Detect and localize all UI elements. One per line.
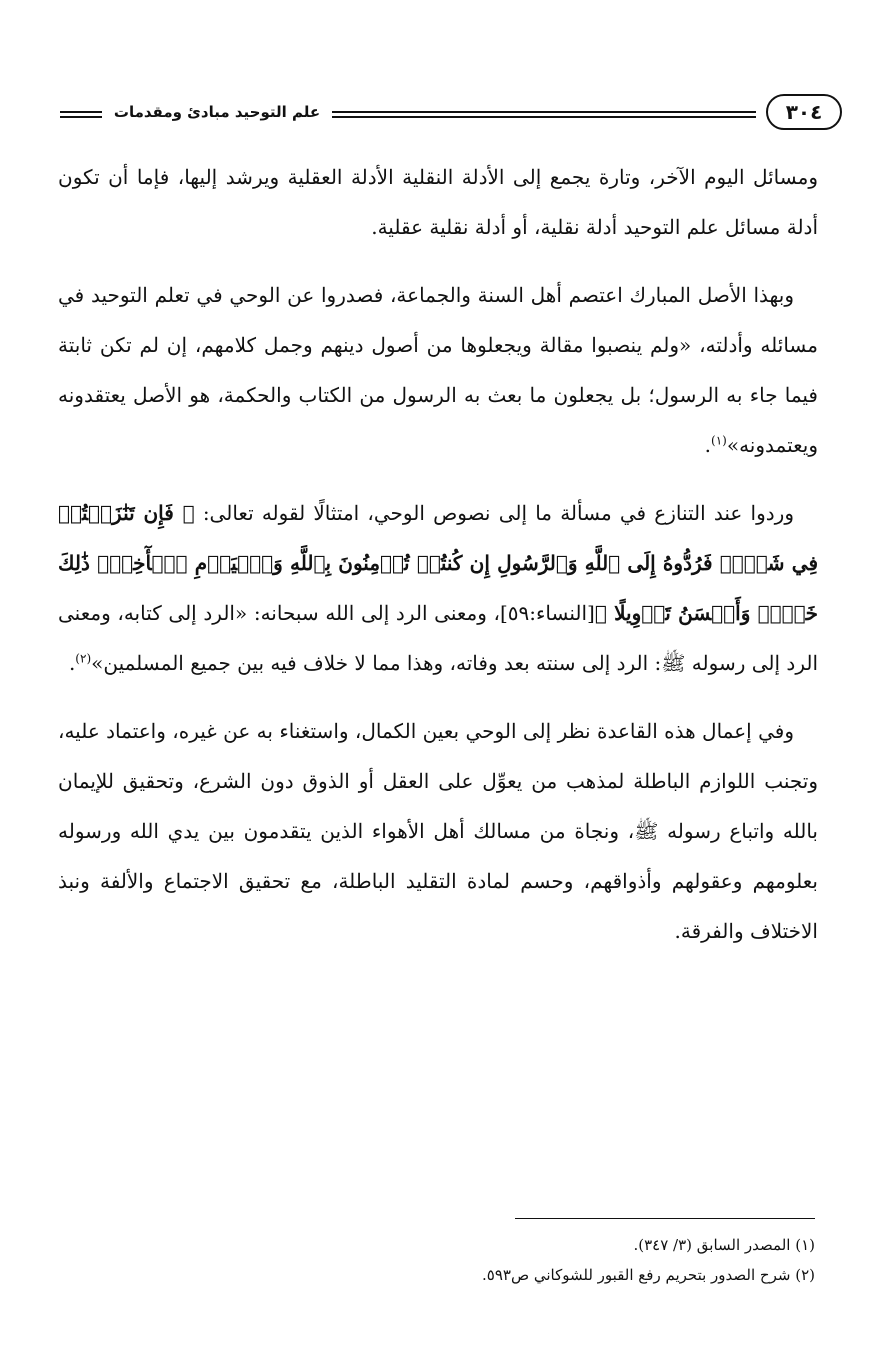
footnote-ref-2[interactable]: (٢) [75,651,92,666]
footnotes [55,1230,815,1290]
paragraph-4-text: وفي إعمال هذه القاعدة نظر إلى الوحي بعين الكمال، واستغناء به عن غيره، واعتماد عليه، وتجنب اللوازم الباطلة لمذهب من يعوِّل على العقل أو الذوق دون الشرع، وتحقيق للإيمان بالله واتباع رسوله ﷺ، ونجاة من مسالك أهل الأهواء الذين يتقدمون بين يدي الله ورسوله بعلومهم وعقولهم وأذواقهم، وحسم لمادة التقليد الباطلة، مع تحقيق الاجتماع والألفة ونبذ الاختلاف والفرقة. [58,719,818,943]
body-text [58,152,818,974]
paragraph-3-intro: وردوا عند التنازع في مسألة ما إلى نصوص الوحي، امتثالًا لقوله تعالى: [194,501,794,525]
running-header [60,94,842,136]
header-rule-main [332,111,756,113]
paragraph-3-rest: [النساء:٥٩]، ومعنى الرد إلى الله سبحانه: «الرد إلى كتابه، ومعنى الرد إلى رسوله ﷺ: الرد إلى سنته بعد وفاته، وهذا مما لا خلاف فيه بين جميع المسلمين» [58,601,818,675]
paragraph-4 [58,706,818,956]
page-number-badge: ٣٠٤ [766,94,842,130]
header-rule-left [60,111,102,113]
paragraph-2: وبهذا الأصل المبارك اعتصم أهل السنة والجماعة، فصدروا عن الوحي في تعلم التوحيد في مسائله وأدلته، «ولم ينصبوا مقالة ويجعلوها من أصول دينهم وجمل كلامهم، إن لم تكن ثابتة فيما جاء به الرسول؛ بل يجعلون ما بعث به الرسول من الكتاب والحكمة، هو الأصل يعتقدونه ويعتمدونه»$^{(١)}$. [58,283,818,457]
paragraph-1 [58,152,818,252]
footnote-2: (٢) شرح الصدور بتحريم رفع القبور للشوكاني ص٥٩٣. [482,1266,815,1284]
paragraph-1-text: ومسائل اليوم الآخر، وتارة يجمع إلى الأدلة النقلية الأدلة العقلية ويرشد إليها، فإما أن تكون أدلة مسائل علم التوحيد أدلة نقلية، أو أدلة نقلية عقلية. [58,165,818,239]
paragraph-3: وردوا عند التنازع في مسألة ما إلى نصوص الوحي، امتثالًا لقوله تعالى: ﴿ فَإِن تَنَٰزَعۡتُمۡ فِي شَيۡءٖ فَرُدُّوهُ إِلَى ٱللَّهِ وَٱلرَّسُولِ إِن كُنتُمۡ تُؤۡمِنُونَ بِٱللَّهِ وَٱلۡيَوۡمِ ٱلۡأٓخِرِۚ ذَٰلِكَ خَيۡرٞ وَأَحۡسَنُ تَأۡوِيلًا ﴾[النساء:٥٩]، ومعنى الرد إلى الله سبحانه: «الرد إلى كتابه، ومعنى الرد إلى رسوله ﷺ: الرد إلى سنته بعد وفاته، وهذا مما لا خلاف فيه بين جميع المسلمين»$^{(٢)}$. [58,501,818,675]
footnote-ref-1[interactable]: (١) [711,433,727,448]
quran-verse: ﴿ فَإِن تَنَٰزَعۡتُمۡ فِي شَيۡءٖ فَرُدُّوهُ إِلَى ٱللَّهِ وَٱلرَّسُولِ إِن كُنتُمۡ تُؤۡمِنُونَ بِٱللَّهِ وَٱلۡيَوۡمِ ٱلۡأٓخِرِۚ ذَٰلِكَ خَيۡرٞ وَأَحۡسَنُ تَأۡوِيلًا ﴾ [58,501,818,625]
footnote-separator [515,1218,815,1219]
paragraph-2-text: وبهذا الأصل المبارك اعتصم أهل السنة والجماعة، فصدروا عن الوحي في تعلم التوحيد في مسائله وأدلته، «ولم ينصبوا مقالة ويجعلوها من أصول دينهم وجمل كلامهم، إن لم تكن ثابتة فيما جاء به الرسول؛ بل يجعلون ما بعث به الرسول من الكتاب والحكمة، هو الأصل يعتقدونه ويعتمدونه» [58,283,818,457]
running-title: علم التوحيد مبادئ ومقدمات [113,103,321,121]
footnote-1: (١) المصدر السابق (٣/ ٣٤٧). [633,1236,815,1254]
